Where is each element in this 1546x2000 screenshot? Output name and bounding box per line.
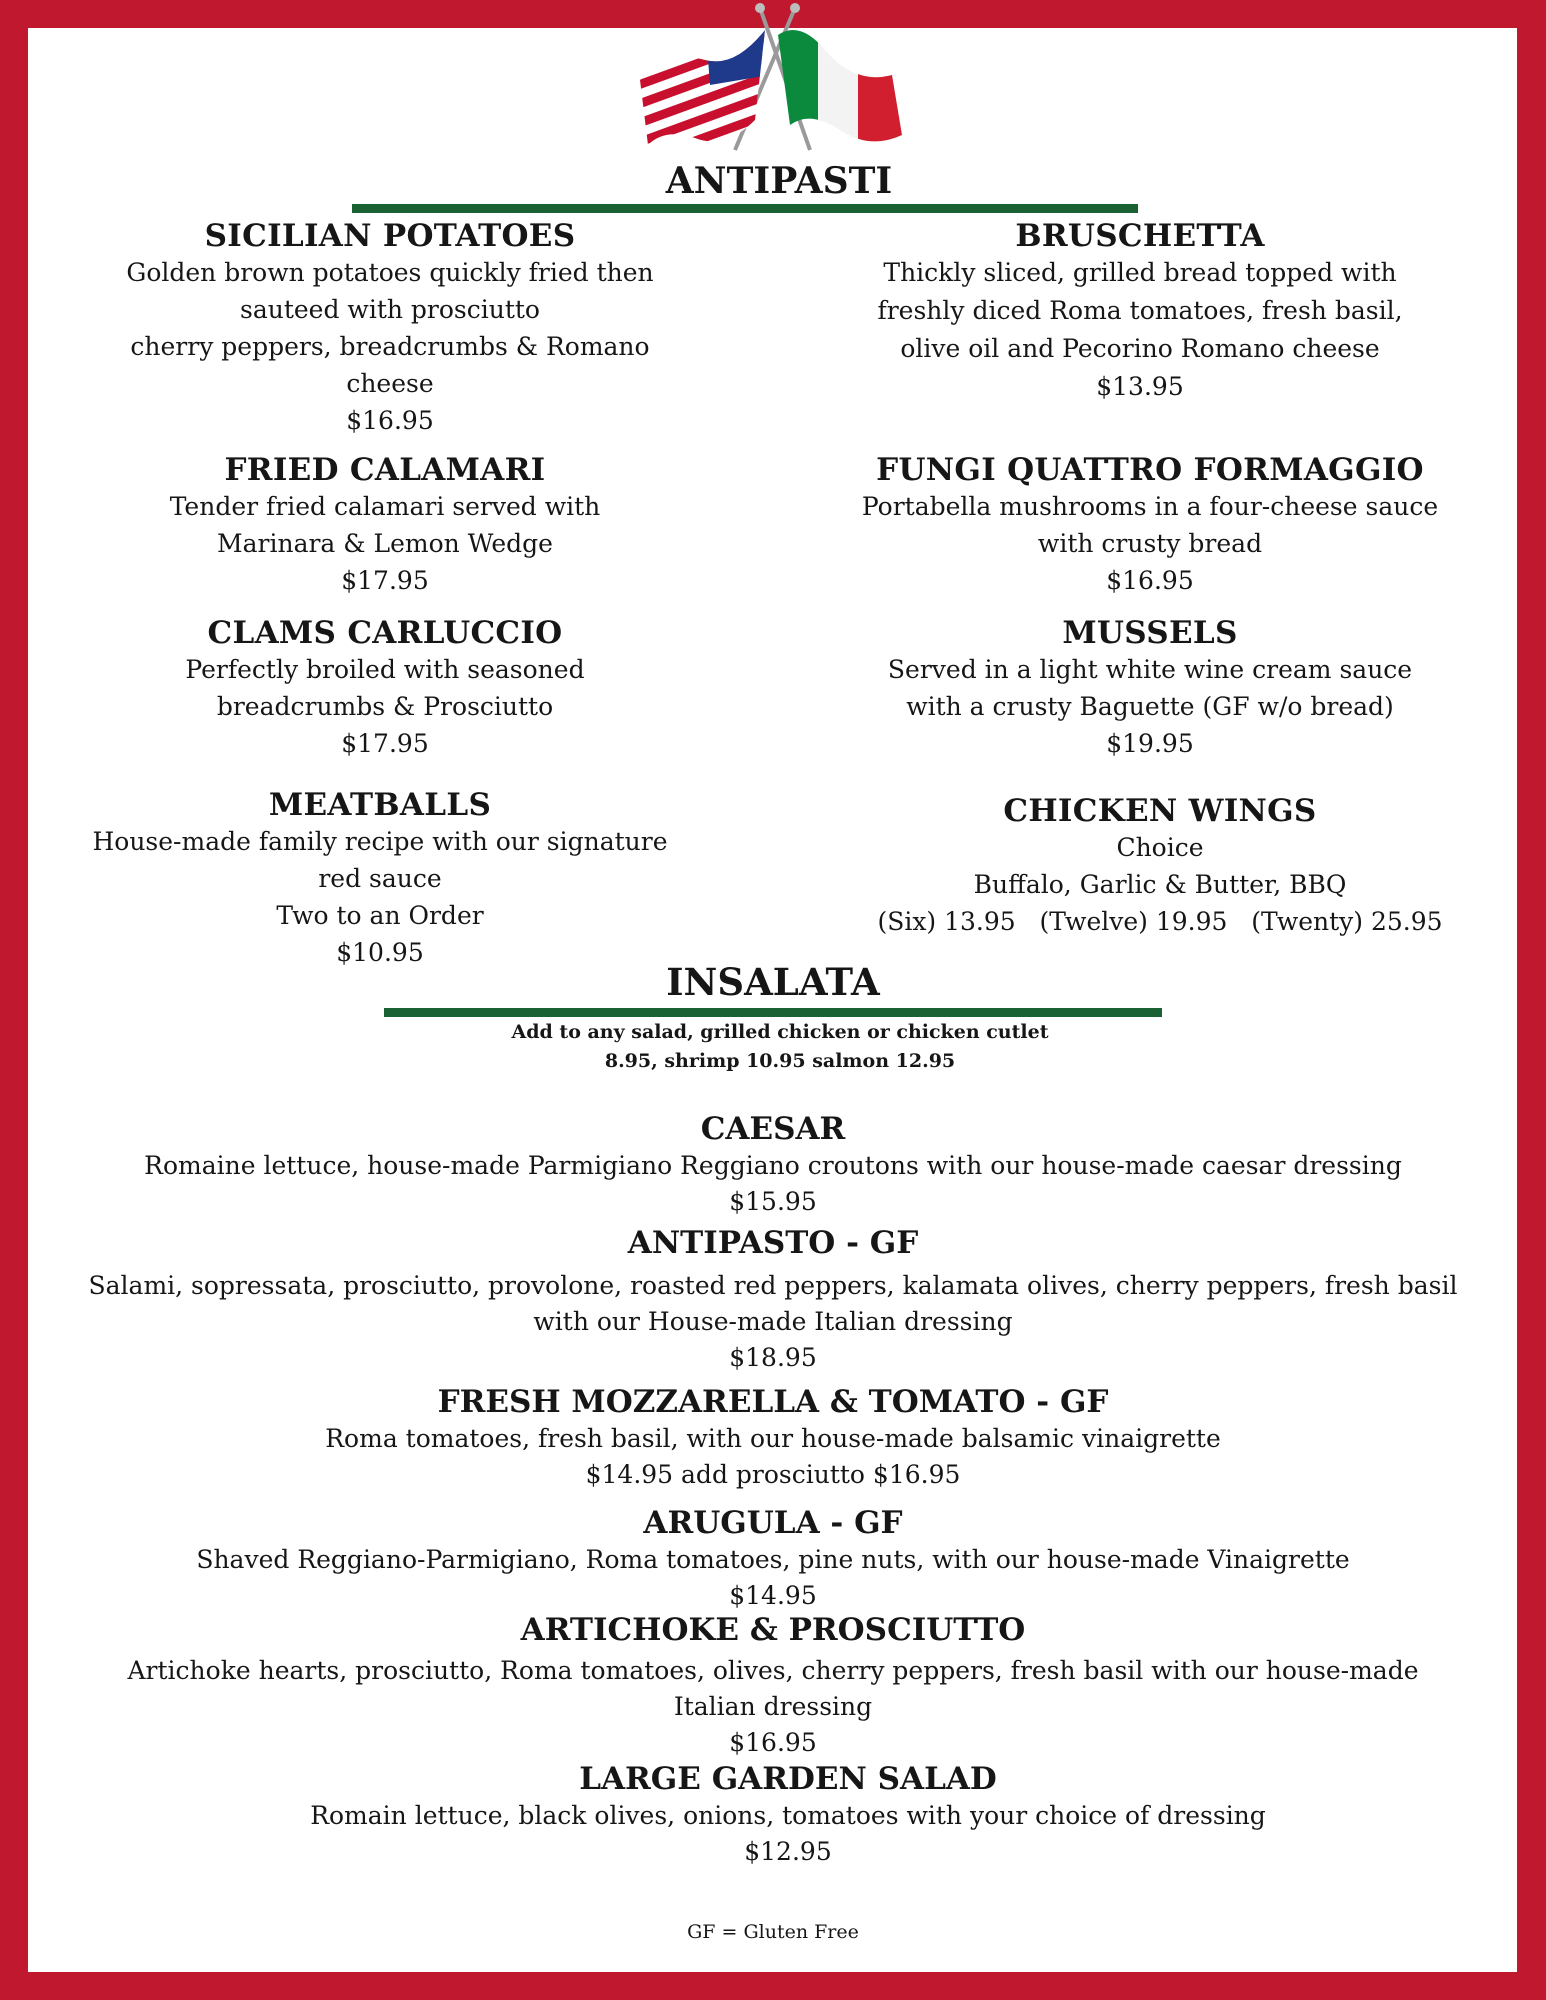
menu-item-fresh-mozzarella-tomato-gf (0, 1383, 1546, 1493)
item-description: with a crusty Baguette (GF w/o bread) (906, 692, 1394, 721)
item-name: FRESH MOZZARELLA & TOMATO - GF (437, 1384, 1109, 1420)
item-name: ANTIPASTO - GF (627, 1225, 919, 1261)
item-description: Thickly sliced, grilled bread topped with (883, 258, 1397, 287)
item-description: Buffalo, Garlic & Butter, BBQ (973, 870, 1347, 899)
menu-item-bruschetta (830, 218, 1450, 406)
item-name: LARGE GARDEN SALAD (579, 1761, 997, 1797)
item-description: cheese (346, 369, 434, 398)
antipasti-title: ANTIPASTI (665, 160, 893, 202)
insalata-title: INSALATA (666, 960, 880, 1004)
item-price: $17.95 (341, 566, 429, 595)
item-description: with crusty bread (1037, 529, 1263, 558)
menu-item-meatballs (70, 787, 690, 971)
addon-line: Add to any salad, grilled chicken or chicken cutlet (511, 1021, 1049, 1043)
item-price: $15.95 (729, 1187, 817, 1216)
item-price: $16.95 (729, 1728, 817, 1757)
salad-addon-note (400, 1018, 1160, 1076)
us-flag-icon (630, 0, 798, 160)
item-name: BRUSCHETTA (1015, 218, 1265, 254)
menu-item-large-garden-salad (0, 1760, 1546, 1870)
item-description: Italian dressing (673, 1692, 873, 1721)
menu-item-mussels (840, 615, 1460, 762)
item-description: Portabella mushrooms in a four-cheese sauce (861, 492, 1439, 521)
menu-item-arugula-gf (0, 1504, 1546, 1614)
item-name: ARTICHOKE & PROSCIUTTO (520, 1612, 1026, 1648)
item-description: red sauce (318, 864, 442, 893)
item-description: sauteed with prosciutto (240, 295, 540, 324)
antipasti-divider (352, 204, 1138, 213)
item-price: $14.95 (729, 1581, 817, 1610)
menu-item-fried-calamari (85, 452, 685, 599)
item-description: Salami, sopressata, prosciutto, provolone, roasted red peppers, kalamata olives, cherry peppers, fresh basil (88, 1271, 1458, 1300)
item-price: $14.95 add prosciutto $16.95 (585, 1460, 961, 1489)
item-description: with our House-made Italian dressing (533, 1307, 1013, 1336)
italy-flag-icon (770, 0, 915, 160)
item-description: House-made family recipe with our signature (92, 827, 668, 856)
item-description: breadcrumbs & Prosciutto (216, 692, 554, 721)
item-description: Romain lettuce, black olives, onions, tomatoes with your choice of dressing (310, 1801, 1266, 1830)
menu-item-caesar (0, 1110, 1546, 1220)
menu-item-sicilian-potatoes (90, 218, 690, 439)
item-description: Perfectly broiled with seasoned (185, 655, 585, 684)
crossed-flags-icon (630, 0, 915, 160)
item-description: Served in a light white wine cream sauce (887, 655, 1413, 684)
item-price: $18.95 (729, 1343, 817, 1372)
item-price: $12.95 (744, 1837, 832, 1866)
item-description: Marinara & Lemon Wedge (217, 529, 553, 558)
item-description: Romaine lettuce, house-made Parmigiano Reggiano croutons with our house-made caesar dressing (144, 1151, 1402, 1180)
item-price: $17.95 (341, 729, 429, 758)
item-name: MEATBALLS (268, 787, 492, 823)
item-description: Tender fried calamari served with (169, 492, 601, 521)
item-description: Two to an Order (276, 901, 484, 930)
item-name: CAESAR (700, 1111, 846, 1147)
item-name: CLAMS CARLUCCIO (207, 615, 563, 651)
menu-item-artichoke-prosciutto (0, 1611, 1546, 1761)
item-price: $16.95 (346, 406, 434, 435)
item-name: FUNGI QUATTRO FORMAGGIO (876, 452, 1424, 488)
item-name: FRIED CALAMARI (224, 452, 546, 488)
item-description: Golden brown potatoes quickly fried then (126, 258, 654, 287)
item-name: CHICKEN WINGS (1003, 793, 1317, 829)
item-price: $19.95 (1106, 729, 1194, 758)
insalata-divider (384, 1008, 1162, 1017)
menu-item-fungi-quattro-formaggio (840, 452, 1460, 599)
item-price: (Six) 13.95 (Twelve) 19.95 (Twenty) 25.95 (877, 907, 1443, 936)
gluten-free-footnote: GF = Gluten Free (687, 1921, 859, 1943)
item-price: $13.95 (1096, 372, 1184, 401)
item-description: cherry peppers, breadcrumbs & Romano (130, 332, 650, 361)
item-description: freshly diced Roma tomatoes, fresh basil, (877, 296, 1403, 325)
item-description: Artichoke hearts, prosciutto, Roma tomatoes, olives, cherry peppers, fresh basil with our house-made (127, 1656, 1419, 1685)
menu-item-clams-carluccio (85, 615, 685, 762)
menu-item-chicken-wings (850, 793, 1470, 940)
addon-line: 8.95, shrimp 10.95 salmon 12.95 (604, 1050, 956, 1072)
item-price: $10.95 (336, 938, 424, 967)
menu-item-antipasto-gf (0, 1224, 1546, 1376)
item-description: Choice (1116, 833, 1204, 862)
item-price: $16.95 (1106, 566, 1194, 595)
item-description: Shaved Reggiano-Parmigiano, Roma tomatoes, pine nuts, with our house-made Vinaigrette (196, 1545, 1350, 1574)
item-name: SICILIAN POTATOES (204, 218, 576, 254)
item-name: ARUGULA - GF (643, 1505, 903, 1541)
item-description: Roma tomatoes, fresh basil, with our house-made balsamic vinaigrette (325, 1424, 1221, 1453)
item-name: MUSSELS (1062, 615, 1238, 651)
item-description: olive oil and Pecorino Romano cheese (900, 334, 1380, 363)
